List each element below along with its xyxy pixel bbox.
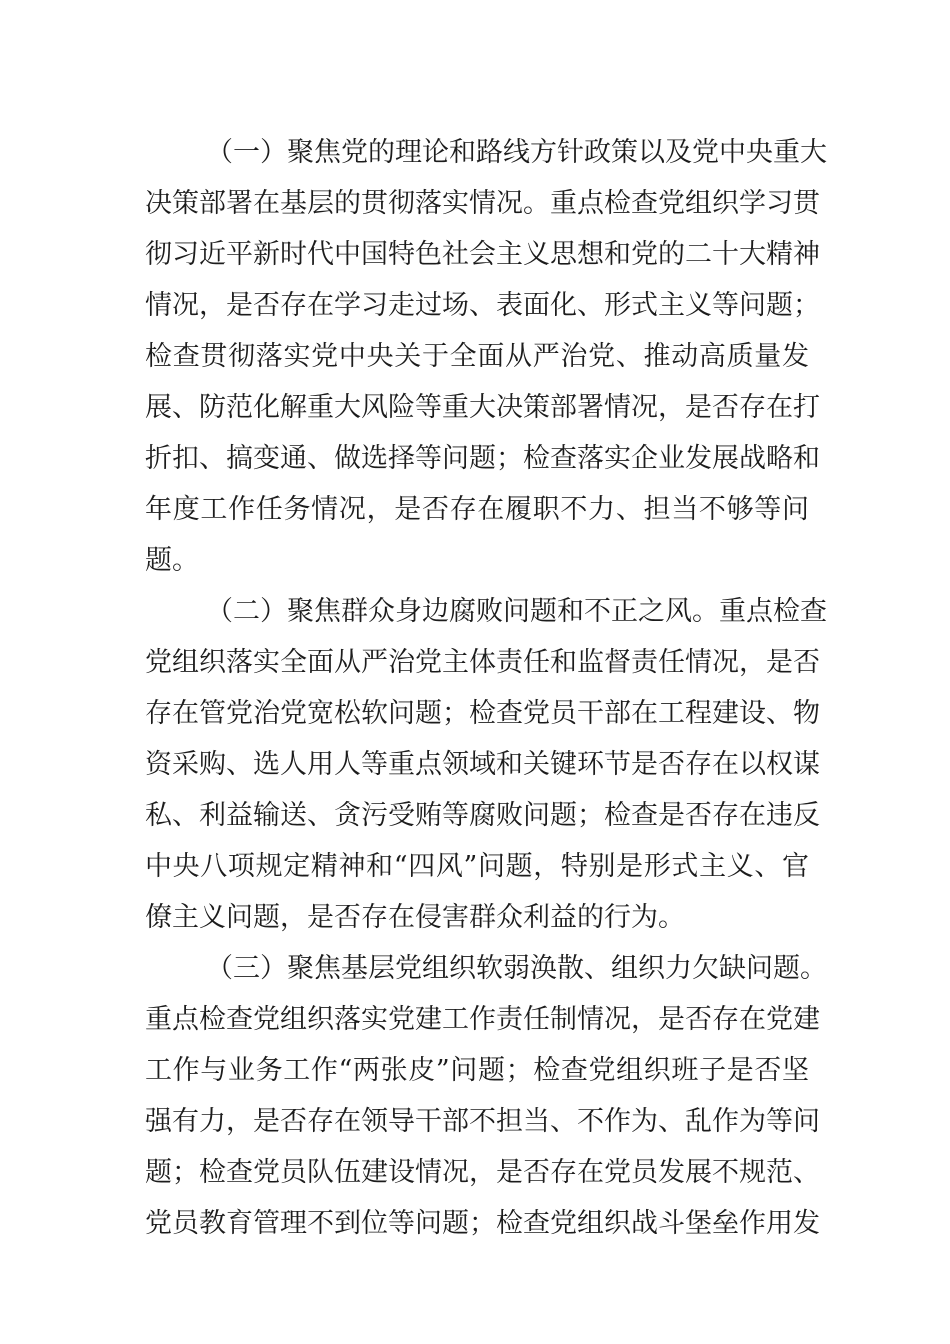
paragraph-line: 年度工作任务情况，是否存在履职不力、担当不够等问: [145, 494, 809, 525]
paragraph-line: 强有力，是否存在领导干部不担当、不作为、乱作为等问: [145, 1106, 820, 1137]
paragraph-1: [145, 127, 827, 586]
paragraph-line: 资采购、选人用人等重点领域和关键环节是否存在以权谋: [145, 749, 820, 780]
paragraph-line: 党组织落实全面从严治党主体责任和监督责任情况，是否: [145, 647, 820, 678]
paragraph-2: [145, 586, 827, 943]
paragraph-3: [145, 943, 827, 1249]
paragraph-line: 僚主义问题，是否存在侵害群众利益的行为。: [145, 902, 685, 933]
paragraph-line: 党员教育管理不到位等问题；检查党组织战斗堡垒作用发: [145, 1208, 820, 1239]
paragraph-line: 题；检查党员队伍建设情况，是否存在党员发展不规范、: [145, 1157, 820, 1188]
paragraph-line: 检查贯彻落实党中央关于全面从严治党、推动高质量发: [145, 341, 809, 372]
paragraph-line: 题。: [145, 545, 199, 576]
paragraph-line: 存在管党治党宽松软问题；检查党员干部在工程建设、物: [145, 698, 820, 729]
paragraph-line: （三）聚焦基层党组织软弱涣散、组织力欠缺问题。: [206, 953, 827, 984]
paragraph-line: （一）聚焦党的理论和路线方针政策以及党中央重大: [206, 137, 827, 168]
paragraph-line: 彻习近平新时代中国特色社会主义思想和党的二十大精神: [145, 239, 820, 270]
paragraph-line: 工作与业务工作“两张皮”问题；检查党组织班子是否坚: [145, 1055, 809, 1086]
paragraph-line: 私、利益输送、贪污受贿等腐败问题；检查是否存在违反: [145, 800, 820, 831]
paragraph-line: （二）聚焦群众身边腐败问题和不正之风。重点检查: [206, 596, 827, 627]
paragraph-line: 重点检查党组织落实党建工作责任制情况，是否存在党建: [145, 1004, 820, 1035]
paragraph-line: 情况，是否存在学习走过场、表面化、形式主义等问题；: [145, 290, 820, 321]
paragraph-line: 中央八项规定精神和“四风”问题，特别是形式主义、官: [145, 851, 809, 882]
paragraph-line: 折扣、搞变通、做选择等问题；检查落实企业发展战略和: [145, 443, 820, 474]
paragraph-line: 决策部署在基层的贯彻落实情况。重点检查党组织学习贯: [145, 188, 820, 219]
document-body: [145, 127, 827, 1249]
paragraph-line: 展、防范化解重大风险等重大决策部署情况，是否存在打: [145, 392, 820, 423]
